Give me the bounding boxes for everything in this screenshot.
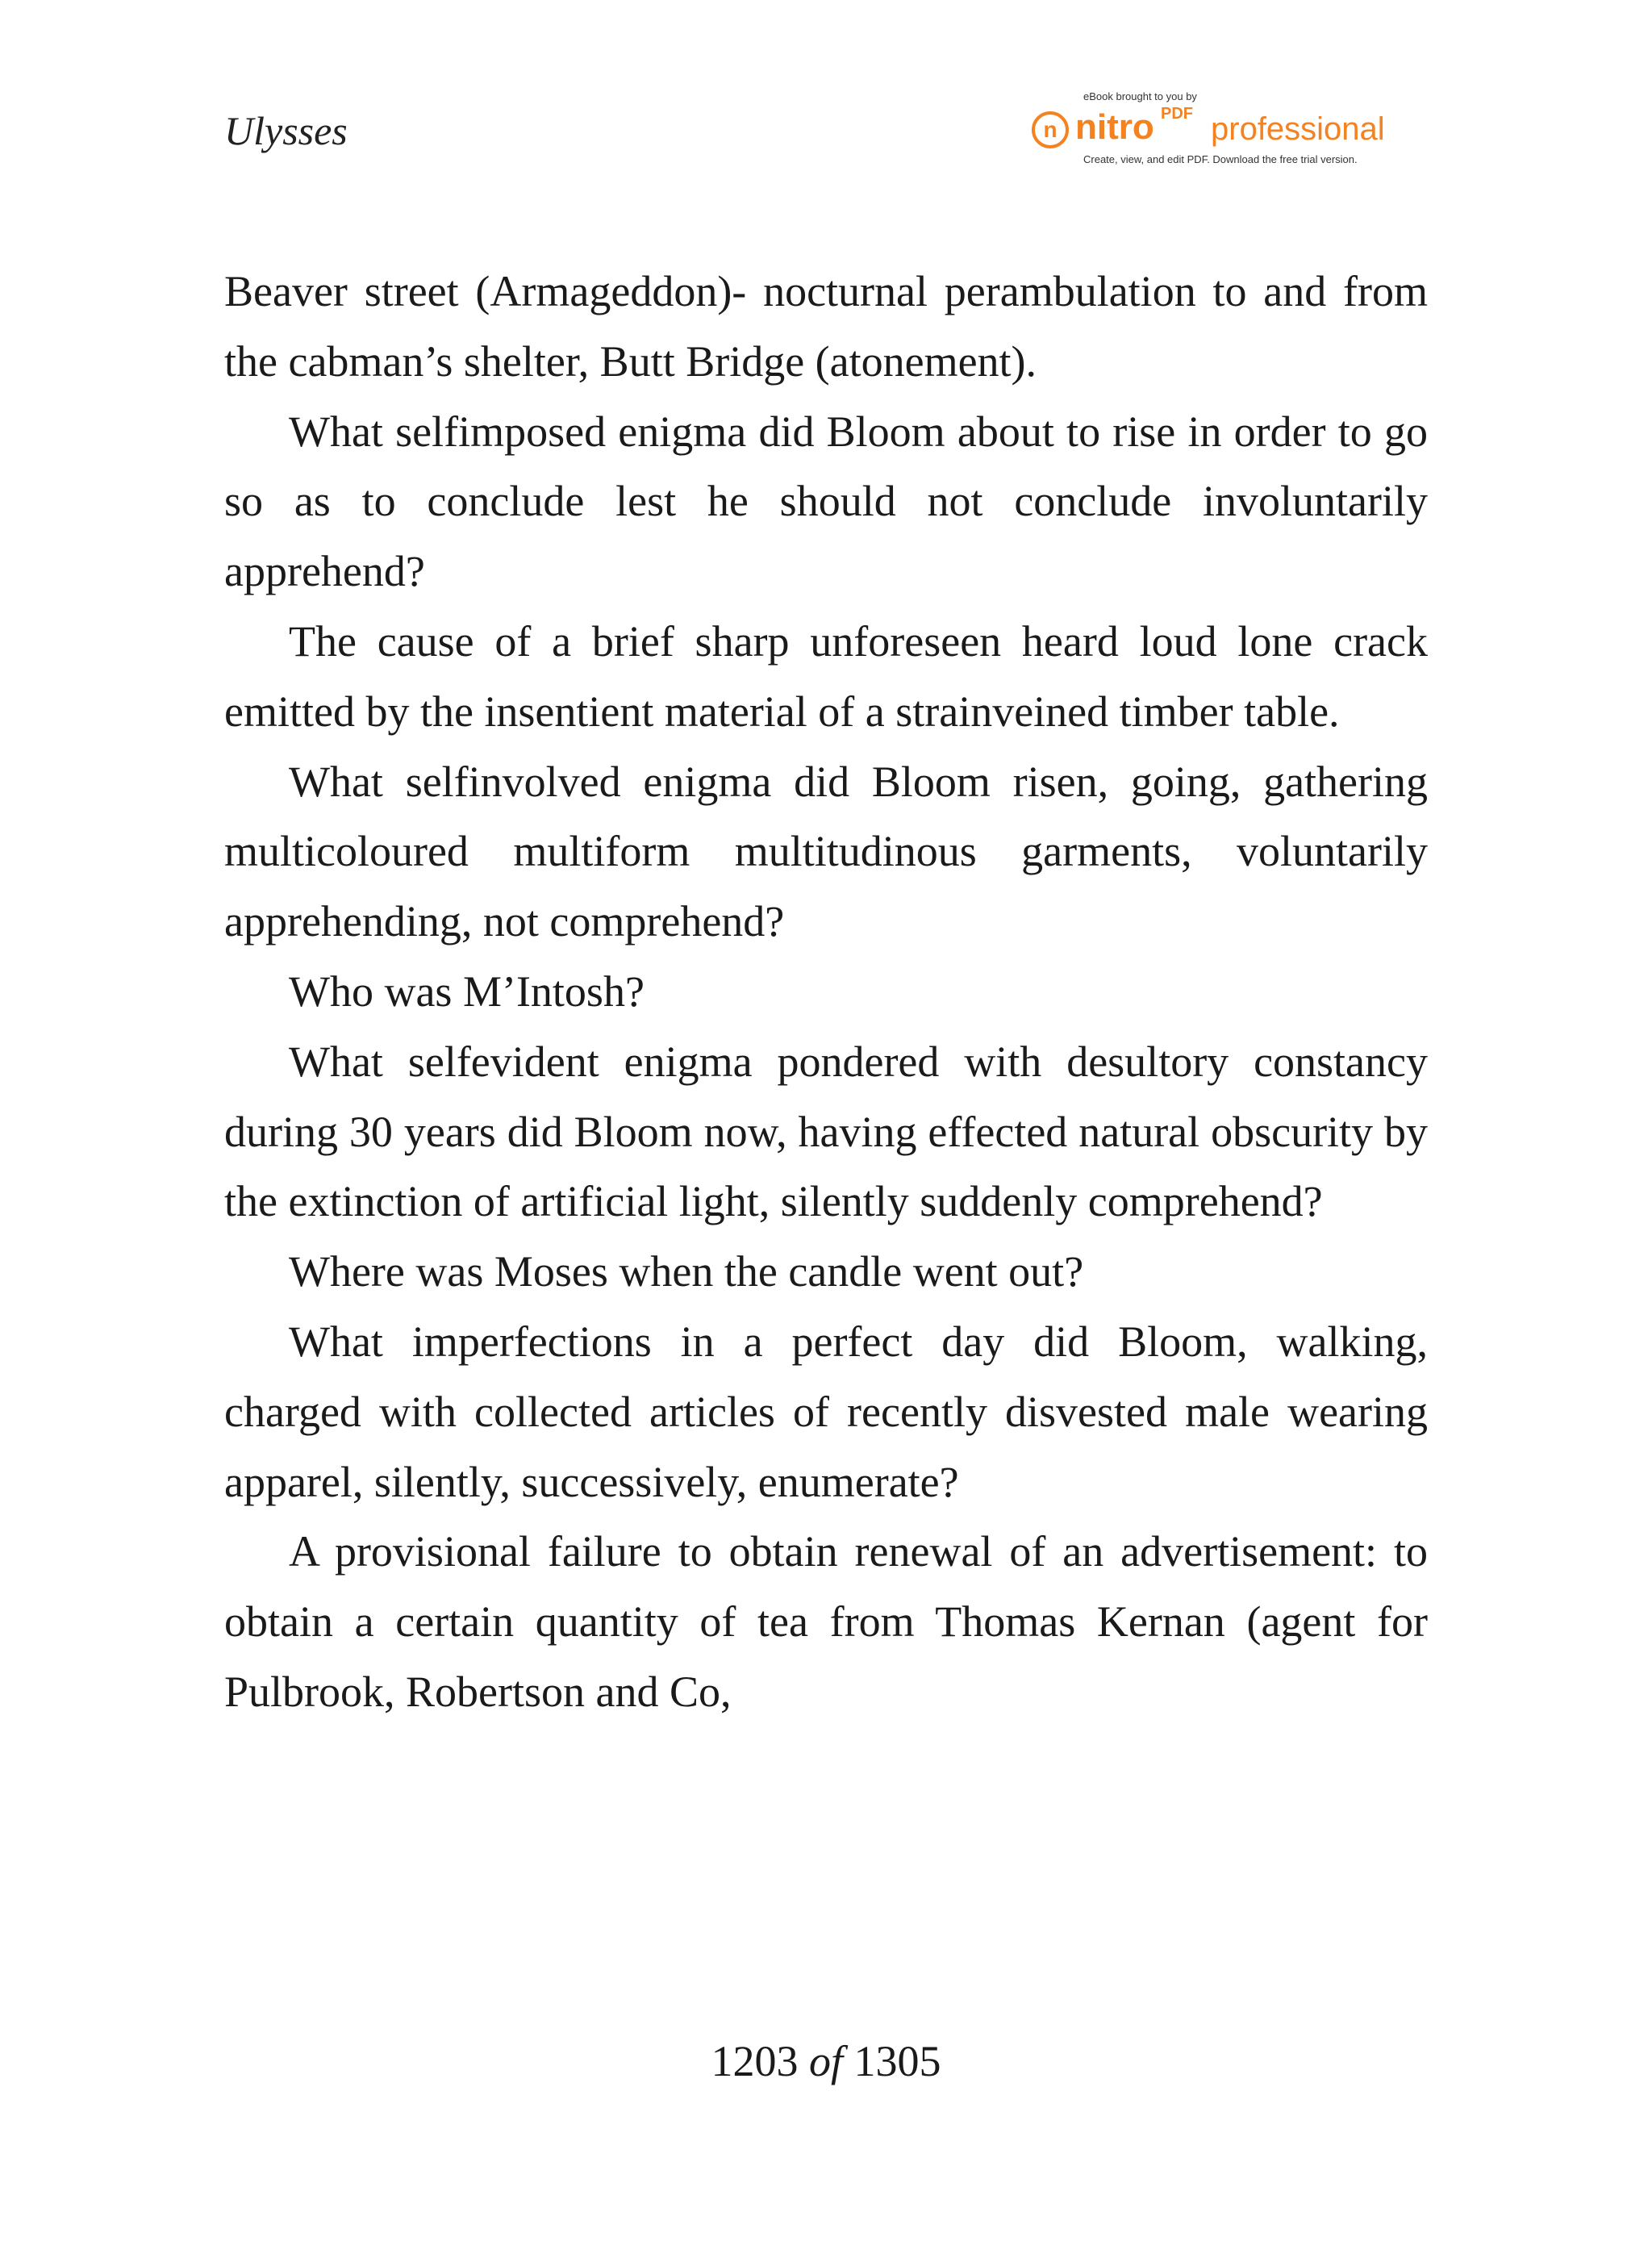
page-of-word: of (808, 2037, 843, 2085)
page-number (0, 2033, 1652, 2089)
logo-tagline-top: eBook brought to you by (1083, 90, 1197, 102)
current-page-number: 1203 (711, 2037, 799, 2085)
logo-product-name: professional (1211, 111, 1385, 147)
paragraph: The cause of a brief sharp unforeseen heard loud lone crack emitted by the insentient material of a strainveined timber table. (224, 616, 1428, 736)
logo-badge-letter: n (1043, 117, 1058, 142)
paragraph: What selfinvolved enigma did Bloom risen, going, gathering multicoloured multiform multitudinous garments, voluntarily apprehending, not comprehend? (224, 757, 1428, 946)
page-body (224, 257, 1428, 1727)
paragraph: What selfimposed enigma did Bloom about to rise in order to go so as to conclude lest he should not conclude involuntarily apprehend? (224, 407, 1428, 596)
paragraph: What selfevident enigma pondered with desultory constancy during 30 years did Bloom now, having effected natural obscurity by the extinction of artificial light, silently suddenly comprehend? (224, 1037, 1428, 1226)
logo-wordmark: nitro (1075, 107, 1154, 147)
running-header-title: Ulysses (224, 108, 348, 153)
logo-tagline-bottom: Create, view, and edit PDF. Download the free trial version. (1083, 153, 1358, 165)
paragraph: Where was Moses when the candle went out? (289, 1247, 1084, 1296)
paragraph: Who was M’Intosh? (289, 966, 645, 1016)
paragraph: Beaver street (Armageddon)- nocturnal perambulation to and from the cabman’s shelter, Butt Bridge (atonement). (224, 267, 1428, 386)
total-page-count: 1305 (853, 2037, 941, 2085)
paragraph: What imperfections in a perfect day did Bloom, walking, charged with collected articles of recently disvested male wearing apparel, silently, successively, enumerate? (224, 1317, 1428, 1506)
logo-superscript: PDF (1161, 105, 1193, 123)
nitro-badge-icon (1032, 111, 1069, 148)
nitro-pdf-logo[interactable] (1028, 90, 1416, 171)
paragraph: A provisional failure to obtain renewal of an advertisement: to obtain a certain quantity of tea from Thomas Kernan (agent for Pulbrook, Robertson and Co, (224, 1527, 1428, 1716)
